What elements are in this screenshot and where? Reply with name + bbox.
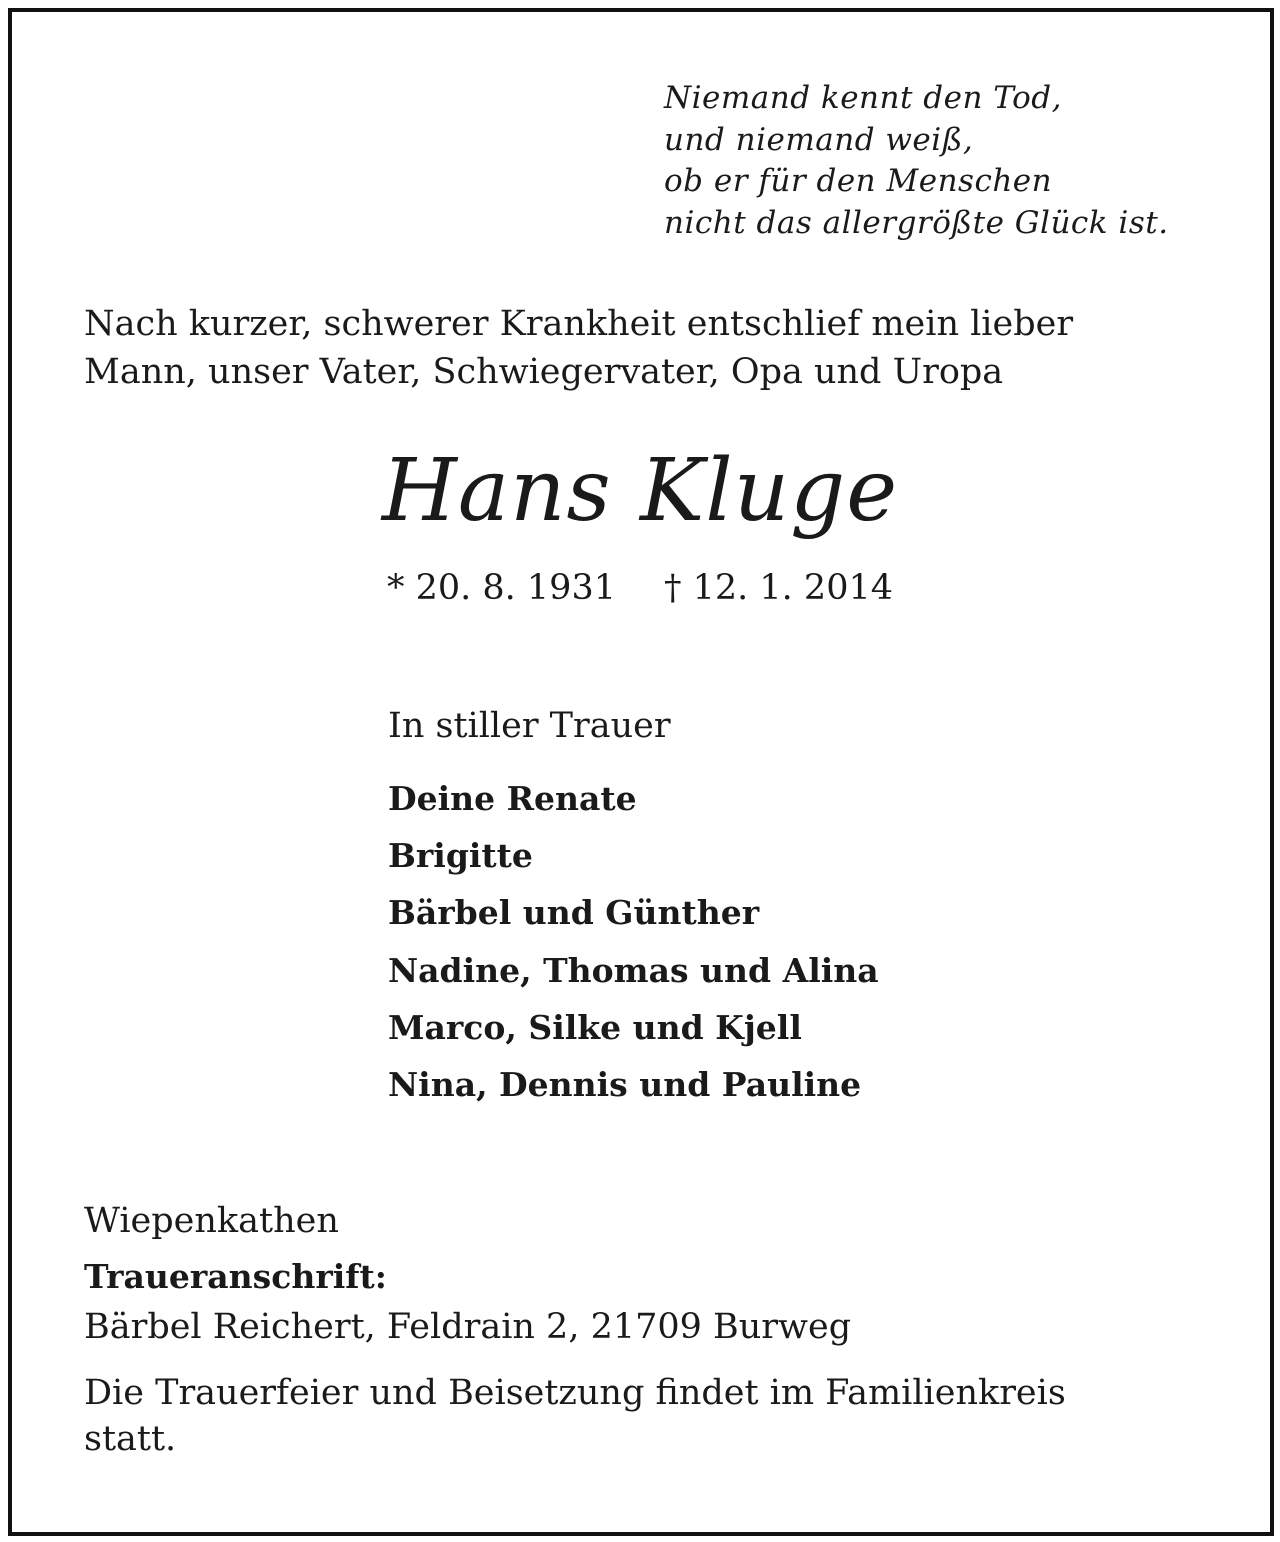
announcement-line: Mann, unser Vater, Schwiegervater, Opa und Uropa: [84, 352, 1004, 392]
mourner-entry: Nadine, Thomas und Alina: [388, 950, 879, 990]
address-label: Traueranschrift:: [84, 1257, 387, 1296]
mourners-list: [388, 770, 879, 1113]
ceremony-line: statt.: [84, 1419, 177, 1459]
mourning-address: Bärbel Reichert, Feldrain 2, 21709 Burweg: [84, 1307, 852, 1347]
mourner-entry: Marco, Silke und Kjell: [388, 1007, 802, 1047]
ceremony-note: [84, 1370, 1066, 1462]
announcement-line: Nach kurzer, schwerer Krankheit entschlief mein lieber: [84, 304, 1074, 344]
quote-line: Niemand kennt den Tod,: [664, 80, 1062, 116]
place-name: Wiepenkathen: [84, 1201, 339, 1241]
mourning-heading: In stiller Trauer: [388, 706, 671, 746]
mourner-entry: Bärbel und Günther: [388, 893, 760, 933]
mourner-entry: Brigitte: [388, 836, 533, 876]
life-dates: [0, 564, 1280, 612]
death-date: † 12. 1. 2014: [664, 568, 894, 608]
mourner-entry: Deine Renate: [388, 779, 637, 818]
quote-line: und niemand weiß,: [664, 121, 974, 158]
ceremony-line: Die Trauerfeier und Beisetzung findet im Familienkreis: [84, 1373, 1066, 1413]
birth-date: * 20. 8. 1931: [386, 568, 616, 608]
deceased-name: Hans Kluge: [381, 441, 899, 541]
mourner-entry: Nina, Dennis und Pauline: [388, 1064, 862, 1104]
epigraph-quote: [664, 78, 1169, 244]
quote-line: nicht das allergrößte Glück ist.: [664, 204, 1169, 241]
quote-line: ob er für den Menschen: [664, 163, 1053, 199]
announcement-text: [84, 300, 1073, 396]
